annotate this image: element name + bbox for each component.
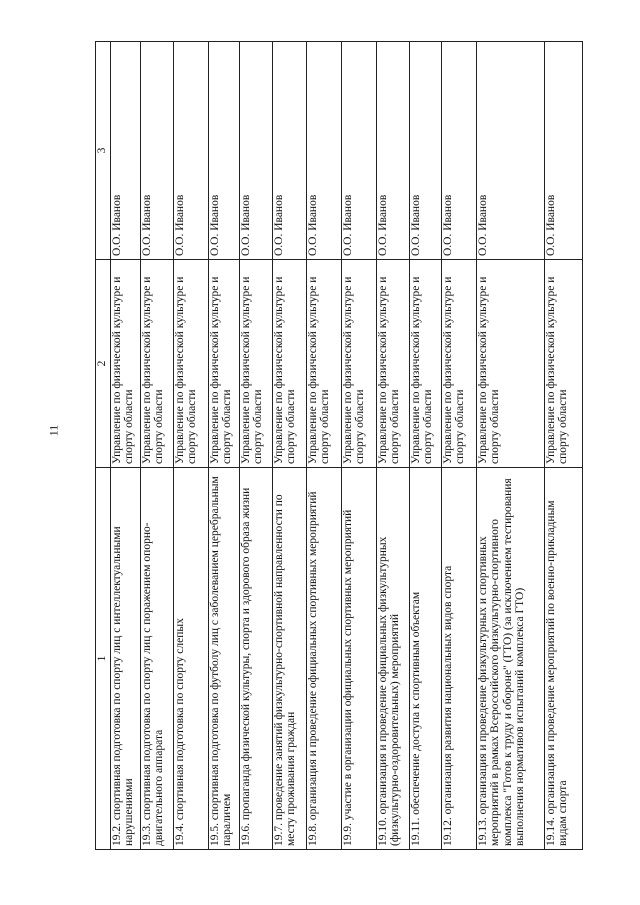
responsible-cell: О.О. Иванов — [111, 42, 141, 260]
responsible-cell: О.О. Иванов — [209, 42, 240, 260]
responsible-cell: О.О. Иванов — [240, 42, 273, 260]
responsible-cell: О.О. Иванов — [141, 42, 174, 260]
activity-cell: 19.5. спортивная подготовка по футболу лиц с заболеванием церебральным параличем — [209, 468, 240, 850]
activity-cell: 19.6. пропаганда физической культуры, спорта и здорового образа жизни — [240, 468, 273, 850]
table-row — [342, 42, 377, 850]
organization-cell: Управление по физической культуре и спорту области — [273, 260, 307, 468]
activity-cell: 19.11. обеспечение доступа к спортивным объектам — [410, 468, 442, 850]
responsible-cell: О.О. Иванов — [174, 42, 209, 260]
organization-cell: Управление по физической культуре и спорту области — [111, 260, 141, 468]
table-row — [141, 42, 174, 850]
page-number: 11 — [46, 424, 61, 437]
responsible-cell: О.О. Иванов — [477, 42, 545, 260]
organization-cell: Управление по физической культуре и спорту области — [477, 260, 545, 468]
table-row — [545, 42, 583, 850]
organization-cell: Управление по физической культуре и спорту области — [209, 260, 240, 468]
activity-cell: 19.13. организация и проведение физкультурных и спортивных мероприятий в рамках Всероссийского физкультурно-спортивного комплекса "Готов к труду и обороне" (ГТО) (за исключением тестирования выполнения нормативов испытаний комплекса ГТО) — [477, 468, 545, 850]
responsible-cell: О.О. Иванов — [442, 42, 477, 260]
responsibility-table — [95, 41, 583, 850]
organization-cell: Управление по физической культуре и спорту области — [240, 260, 273, 468]
responsible-cell: О.О. Иванов — [545, 42, 583, 260]
activity-cell: 19.4. спортивная подготовка по спорту слепых — [174, 468, 209, 850]
organization-cell: Управление по физической культуре и спорту области — [307, 260, 342, 468]
responsible-cell: О.О. Иванов — [307, 42, 342, 260]
activity-cell: 19.2. спортивная подготовка по спорту лиц с интеллектуальными нарушениями — [111, 468, 141, 850]
activity-cell: 19.14. организация и проведение мероприятий по военно-прикладным видам спорта — [545, 468, 583, 850]
table-row — [307, 42, 342, 850]
activity-cell: 19.12. организация развития национальных видов спорта — [442, 468, 477, 850]
activity-cell: 19.7. проведение занятий физкультурно-спортивной направленности по месту проживания граждан — [273, 468, 307, 850]
rotated-table-container — [95, 42, 579, 850]
table-row — [240, 42, 273, 850]
header-cell: 1 — [96, 468, 111, 850]
table-row — [477, 42, 545, 850]
organization-cell: Управление по физической культуре и спорту области — [545, 260, 583, 468]
table-row — [410, 42, 442, 850]
responsible-cell: О.О. Иванов — [410, 42, 442, 260]
table-row — [273, 42, 307, 850]
organization-cell: Управление по физической культуре и спорту области — [174, 260, 209, 468]
organization-cell: Управление по физической культуре и спорту области — [141, 260, 174, 468]
activity-cell: 19.9. участие в организации официальных спортивных мероприятий — [342, 468, 377, 850]
organization-cell: Управление по физической культуре и спорту области — [442, 260, 477, 468]
responsible-cell: О.О. Иванов — [377, 42, 410, 260]
activity-cell: 19.3. спортивная подготовка по спорту лиц с поражением опорно-двигательного аппарата — [141, 468, 174, 850]
responsible-cell: О.О. Иванов — [342, 42, 377, 260]
table-row — [377, 42, 410, 850]
table-row — [111, 42, 141, 850]
organization-cell: Управление по физической культуре и спорту области — [377, 260, 410, 468]
header-row — [96, 42, 111, 850]
activity-cell: 19.10. организация и проведение официальных физкультурных (физкультурно-оздоровительных) мероприятий — [377, 468, 410, 850]
activity-cell: 19.8. организация и проведение официальных спортивных мероприятий — [307, 468, 342, 850]
organization-cell: Управление по физической культуре и спорту области — [410, 260, 442, 468]
organization-cell: Управление по физической культуре и спорту области — [342, 260, 377, 468]
table-row — [174, 42, 209, 850]
table-row — [442, 42, 477, 850]
header-cell: 3 — [96, 42, 111, 260]
table-row — [209, 42, 240, 850]
responsible-cell: О.О. Иванов — [273, 42, 307, 260]
header-cell: 2 — [96, 260, 111, 468]
